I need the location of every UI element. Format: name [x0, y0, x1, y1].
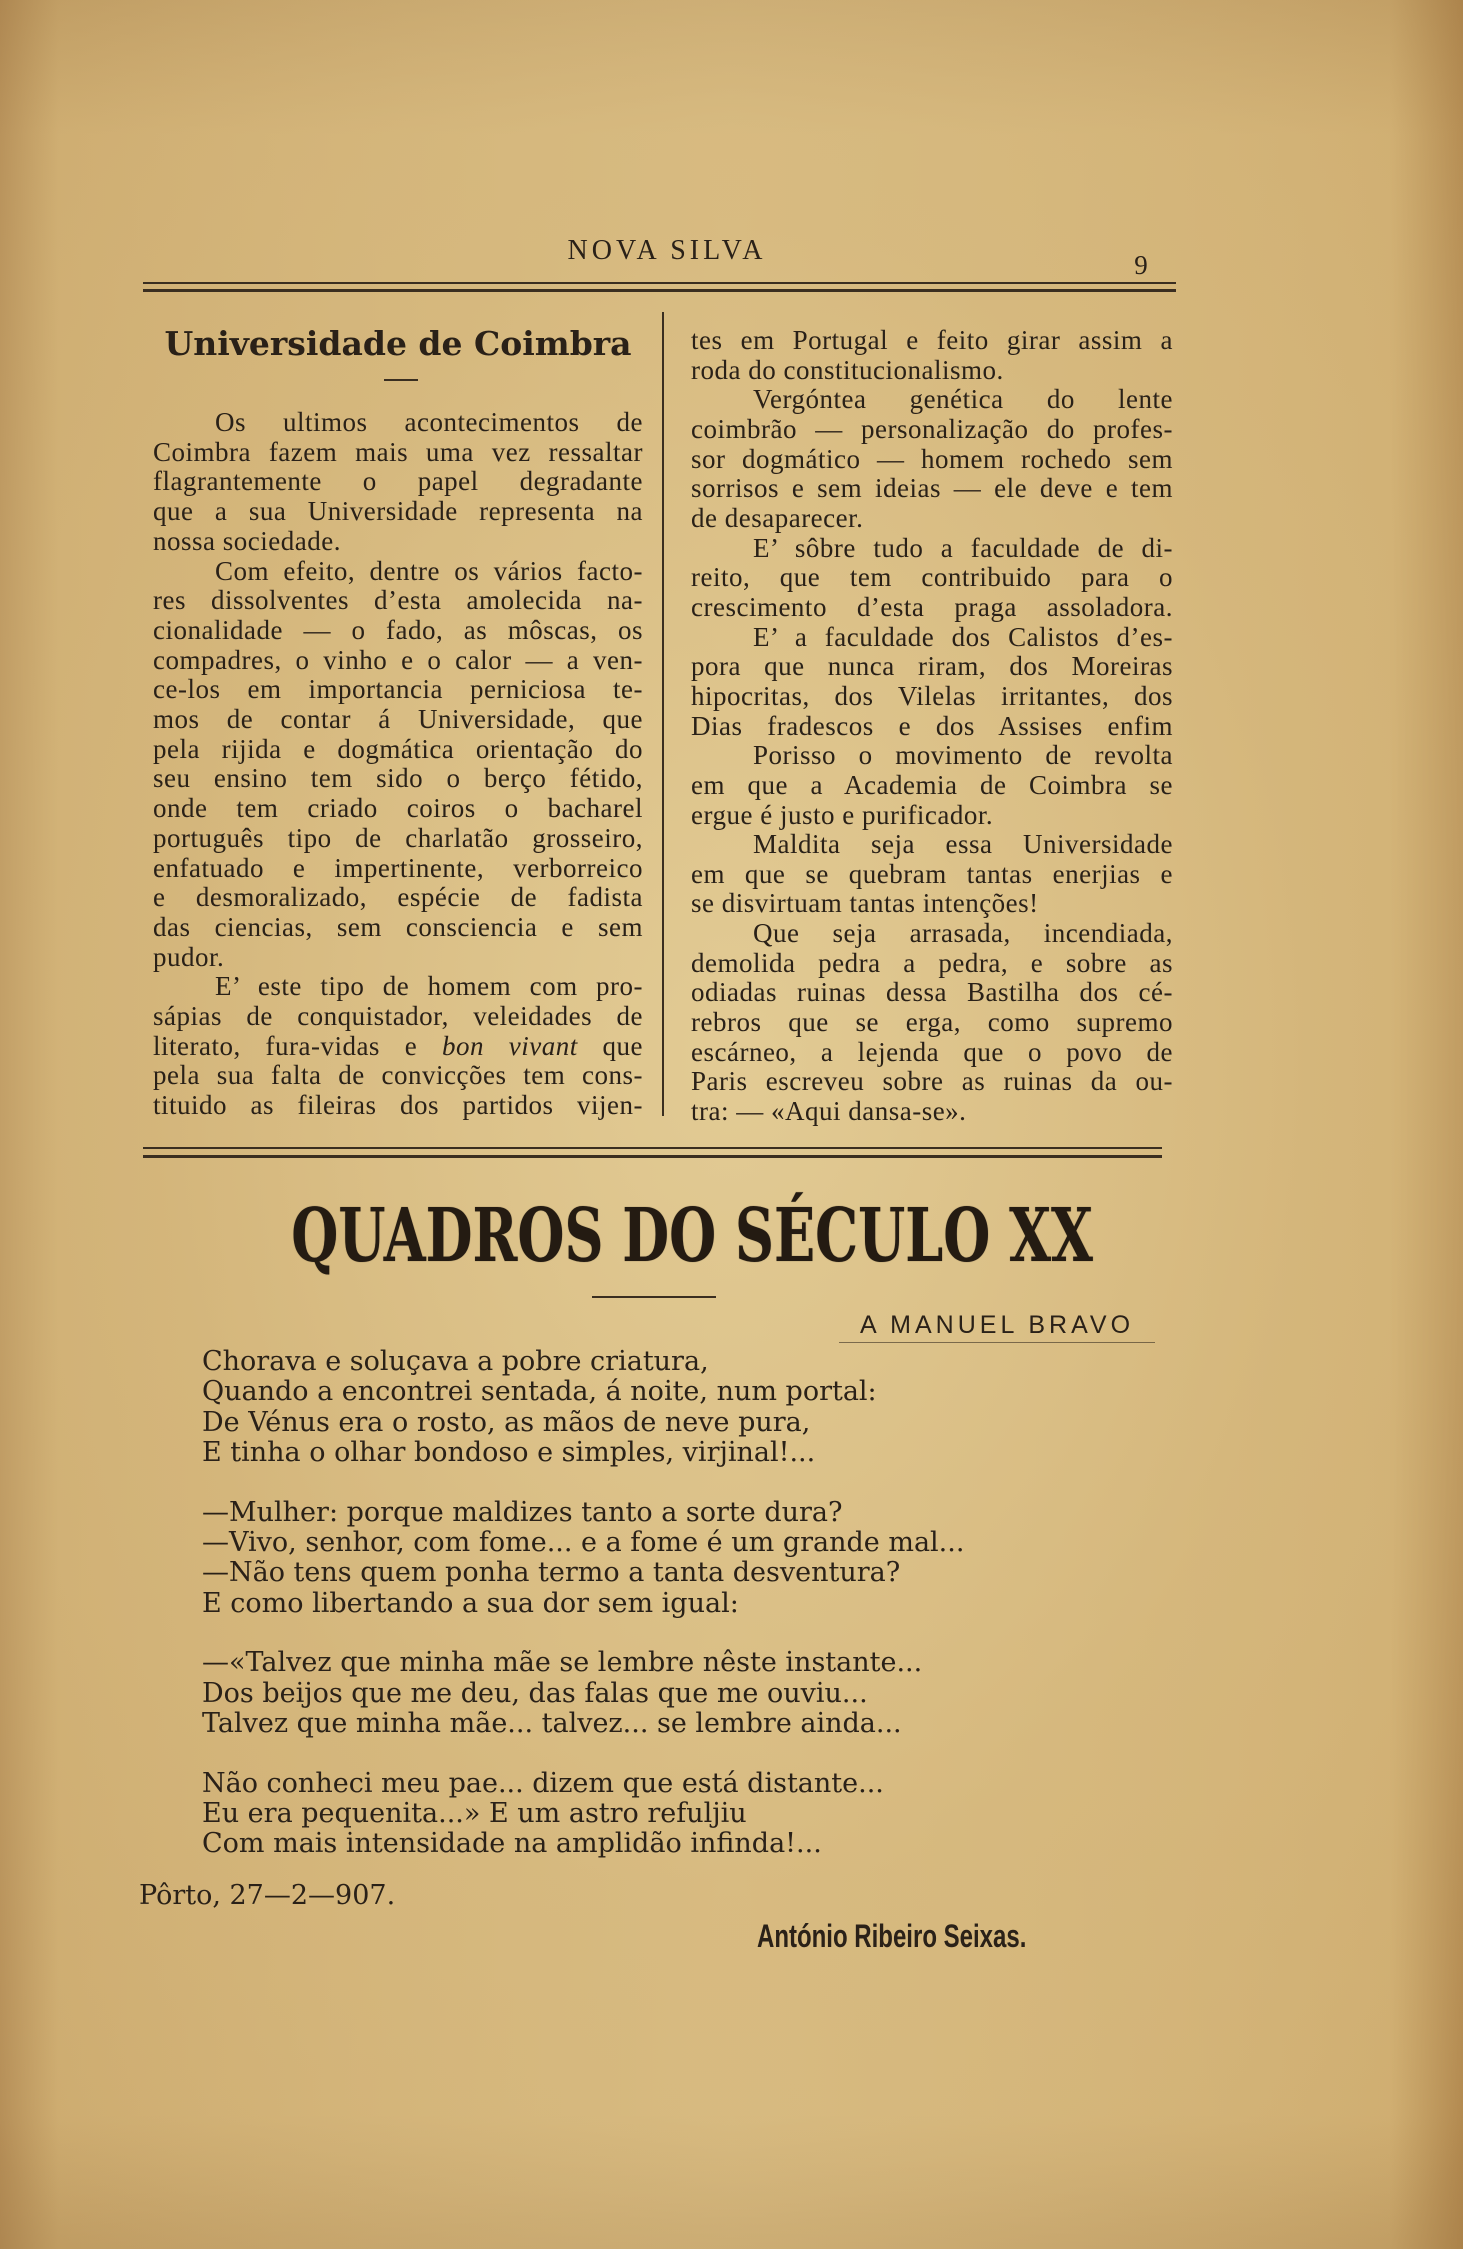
poem-place-date: Pôrto, 27—2—907. [139, 1880, 396, 1911]
right-column-line: sor dogmático — homem rochedo sem [691, 443, 1173, 474]
poem-line: E tinha o olhar bondoso e simples, virjinal!... [202, 1436, 816, 1468]
right-column-line: demolida pedra a pedra, e sobre as [691, 947, 1173, 978]
right-column-line: de desaparecer. [691, 502, 864, 533]
poem-line: —«Talvez que minha mãe se lembre nêste instante... [202, 1647, 923, 1679]
right-column-line: em que a Academia de Coimbra se [691, 769, 1173, 800]
left-column-line: res dissolventes d’esta amolecida na- [153, 585, 643, 616]
right-column-line: escárneo, a lejenda que o povo de [691, 1036, 1173, 1067]
right-column-line: sorrisos e sem ideias — ele deve e tem [691, 473, 1173, 504]
poem-stanza [202, 1769, 964, 1860]
right-column-line: crescimento d’esta praga assoladora. [691, 591, 1173, 622]
left-column-line: cionalidade — o fado, as môscas, os [153, 614, 643, 645]
line-text: literato, fura-vidas e [153, 1030, 418, 1061]
section-separator-thick [143, 1155, 1162, 1158]
right-column-line: Maldita seja essa Universidade [753, 829, 1173, 860]
poem [202, 1347, 964, 1860]
poem-line: Com mais intensidade na amplidão infinda!... [202, 1828, 822, 1860]
right-column-line: Paris escreveu sobre as ruinas da ou- [691, 1066, 1173, 1097]
left-column-line: flagrantemente o papel degradante [153, 466, 643, 497]
right-column-line: Vergóntea genética do lente [753, 384, 1173, 415]
left-column-line: enfatuado e impertinente, verborreico [153, 852, 643, 883]
right-column-line: ergue é justo e purificador. [691, 799, 994, 830]
poem-line: —Mulher: porque maldizes tanto a sorte dura? [202, 1496, 843, 1528]
left-column-line: sápias de conquistador, veleidades de [153, 1001, 643, 1032]
left-column-line [153, 1032, 643, 1062]
poem-line: Eu era pequenita...» E um astro refuljiu [202, 1798, 747, 1830]
right-column-line: Que seja arrasada, incendiada, [753, 918, 1173, 949]
right-column-line: tra: — «Aqui dansa-se». [691, 1096, 967, 1127]
italic-phrase: bon vivant [441, 1030, 578, 1061]
left-column-line: pudor. [153, 941, 225, 972]
right-column-line: reito, que tem contribuido para o [691, 562, 1173, 593]
section-separator-thin [143, 1147, 1162, 1149]
left-column-line: Com efeito, dentre os vários facto- [215, 555, 643, 586]
right-column-line: E’ sôbre tudo a faculdade de di- [753, 532, 1173, 563]
left-column-line: Os ultimos acontecimentos de [215, 407, 643, 437]
left-column [153, 408, 643, 1121]
header-title: NOVA SILVA [567, 235, 767, 266]
header-rule-thick [143, 289, 1176, 292]
right-column-line: se disvirtuam tantas intenções! [691, 888, 1039, 919]
right-column-line: hipocritas, dos Vilelas irritantes, dos [691, 680, 1173, 711]
right-column-line: roda do constitucionalismo. [691, 354, 1004, 385]
right-column-line: tes em Portugal e feito girar assim a [691, 325, 1173, 355]
right-column-line: coimbrão — personalização do profes- [691, 413, 1173, 444]
poem-stanza [202, 1648, 964, 1739]
poem-title-rule [592, 1296, 716, 1298]
poem-line: De Vénus era o rosto, as mãos de neve pura, [202, 1406, 811, 1438]
left-column-line: E’ este tipo de homem com pro- [215, 971, 643, 1002]
poem-line: —Não tens quem ponha termo a tanta desventura? [202, 1557, 901, 1589]
page-number: 9 [1134, 250, 1148, 280]
left-column-line: português tipo de charlatão grosseiro, [153, 822, 643, 853]
left-column-line: ce-los em importancia perniciosa te- [153, 674, 643, 705]
poem-author: António Ribeiro Seixas. [757, 1918, 1027, 1954]
right-column-line: pora que nunca riram, dos Moreiras [691, 651, 1173, 682]
poem-dedication: A MANUEL BRAVO [839, 1308, 1155, 1343]
left-column-line: compadres, o vinho e o calor — a ven- [153, 644, 643, 675]
poem-stanza [202, 1498, 964, 1619]
poem-line: Não conheci meu pae... dizem que está distante... [202, 1767, 884, 1799]
line-text: que [602, 1030, 643, 1061]
left-column-line: Coimbra fazem mais uma vez ressaltar [153, 436, 643, 467]
poem-line: Quando a encontrei sentada, á noite, num portal: [202, 1376, 877, 1408]
poem-line: Talvez que minha mãe... talvez... se lembre ainda... [202, 1707, 902, 1739]
left-column-line: que a sua Universidade representa na [153, 496, 643, 527]
left-column-line: nossa sociedade. [153, 525, 341, 556]
right-column-line: odiadas ruinas dessa Bastilha dos cé- [691, 977, 1173, 1008]
header-rule-thin [143, 282, 1176, 284]
left-column-line: e desmoralizado, espécie de fadista [153, 882, 643, 913]
column-divider [662, 312, 664, 1116]
left-column-line: seu ensino tem sido o berço fétido, [153, 763, 643, 794]
poem-line: E como libertando a sua dor sem igual: [202, 1587, 739, 1619]
right-column-line: em que se quebram tantas enerjias e [691, 858, 1173, 889]
title-dash [384, 379, 418, 381]
right-column-line: rebros que se erga, como supremo [691, 1007, 1173, 1038]
left-column-line: pela rijida e dogmática orientação do [153, 733, 643, 764]
poem-line: Chorava e soluçava a pobre criatura, [202, 1346, 709, 1377]
left-column-line: das ciencias, sem consciencia e sem [153, 911, 643, 942]
poem-stanza [202, 1347, 964, 1468]
poem-line: Dos beijos que me deu, das falas que me ouviu... [202, 1677, 868, 1709]
right-column-line: Porisso o movimento de revolta [753, 740, 1173, 771]
poem-title-container [143, 1193, 1169, 1279]
left-column-line: pela sua falta de convicções tem cons- [153, 1060, 643, 1091]
right-column [691, 326, 1173, 1127]
poem-line: —Vivo, senhor, com fome... e a fome é um grande mal... [202, 1526, 965, 1558]
left-column-line: onde tem criado coiros o bacharel [153, 793, 643, 824]
right-column-line: Dias fradescos e dos Assises enfim [691, 710, 1173, 741]
right-column-line: E’ a faculdade dos Calistos d’es- [753, 621, 1173, 652]
left-column-line: tituido as fileiras dos partidos vijen- [153, 1090, 643, 1121]
left-column-line: mos de contar á Universidade, que [153, 704, 643, 735]
poem-title: QUADROS DO SÉCULO XX [291, 1193, 1093, 1279]
article-title: Universidade de Coimbra [164, 324, 632, 363]
